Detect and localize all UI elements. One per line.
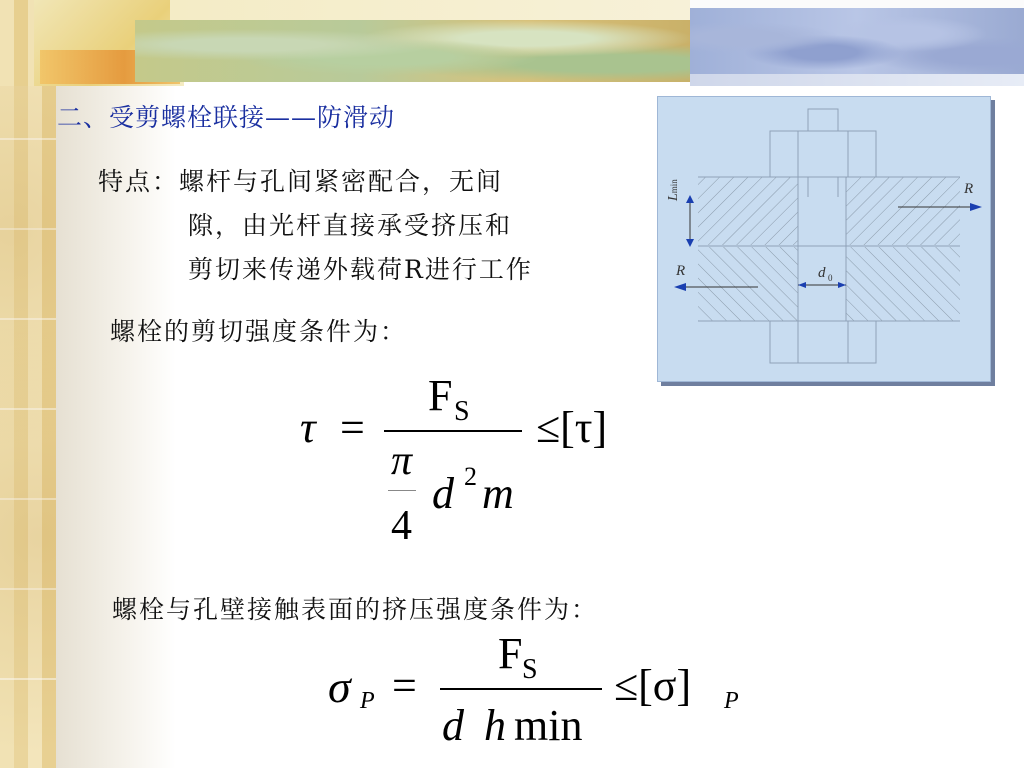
formula2-numerator-sub: S <box>522 654 538 685</box>
formula2-rhs-sub: P <box>724 688 739 714</box>
shear-condition-label: 螺栓的剪切强度条件为： <box>110 317 408 346</box>
formula1-numerator-sub: S <box>454 396 470 427</box>
diagram-label-L: L <box>666 193 681 201</box>
diagram-label-R-right: R <box>964 181 974 197</box>
formula1-rhs: ≤[τ] <box>536 403 608 452</box>
formula1-tau: τ <box>300 403 316 452</box>
formula1-pi-bar <box>388 490 416 491</box>
bolt-cross-section-drawing <box>658 97 990 381</box>
left-texture-strip <box>0 0 56 768</box>
feature-line-1: 特点：螺杆与孔间紧密配合，无间 <box>98 167 504 196</box>
formula2-sigma-sub: P <box>360 688 375 714</box>
formula2-sigma: σ <box>328 661 351 712</box>
formula1-m: m <box>482 469 514 518</box>
diagram-label-Lmin <box>662 179 682 201</box>
formula1-exponent: 2 <box>464 462 477 491</box>
top-banner <box>0 0 1024 86</box>
diagram-label-d: d <box>818 265 826 281</box>
formula2-rhs: ≤[σ] <box>614 661 692 710</box>
feature-line-3: 剪切来传递外载荷R进行工作 <box>188 255 533 284</box>
formula1-d: d <box>432 469 454 518</box>
formula2-min: min <box>514 701 583 750</box>
formula2-d: d <box>442 701 464 750</box>
diagram-label-R-left: R <box>676 263 686 279</box>
formula2-numerator-F: F <box>498 629 523 678</box>
formula2-equals: = <box>392 661 417 710</box>
formula1-numerator-F: F <box>428 371 453 420</box>
bearing-condition-label: 螺栓与孔壁接触表面的挤压强度条件为： <box>112 595 599 624</box>
formula2-h: h <box>484 701 506 750</box>
formula2-fraction-bar <box>440 688 602 690</box>
formula1-four: 4 <box>391 503 412 549</box>
diagram-label-d-sub: 0 <box>828 273 833 283</box>
feature-text <box>98 160 533 292</box>
formula1-fraction-bar <box>384 430 522 432</box>
diagram-label-L-sub: min <box>669 179 679 194</box>
section-heading: 二、受剪螺栓联接——防滑动 <box>57 103 396 132</box>
formula1-pi: π <box>391 438 413 484</box>
bolt-joint-diagram <box>657 96 991 382</box>
feature-line-2: 隙，由光杆直接承受挤压和 <box>188 211 513 240</box>
formula1-equals: = <box>340 403 365 452</box>
